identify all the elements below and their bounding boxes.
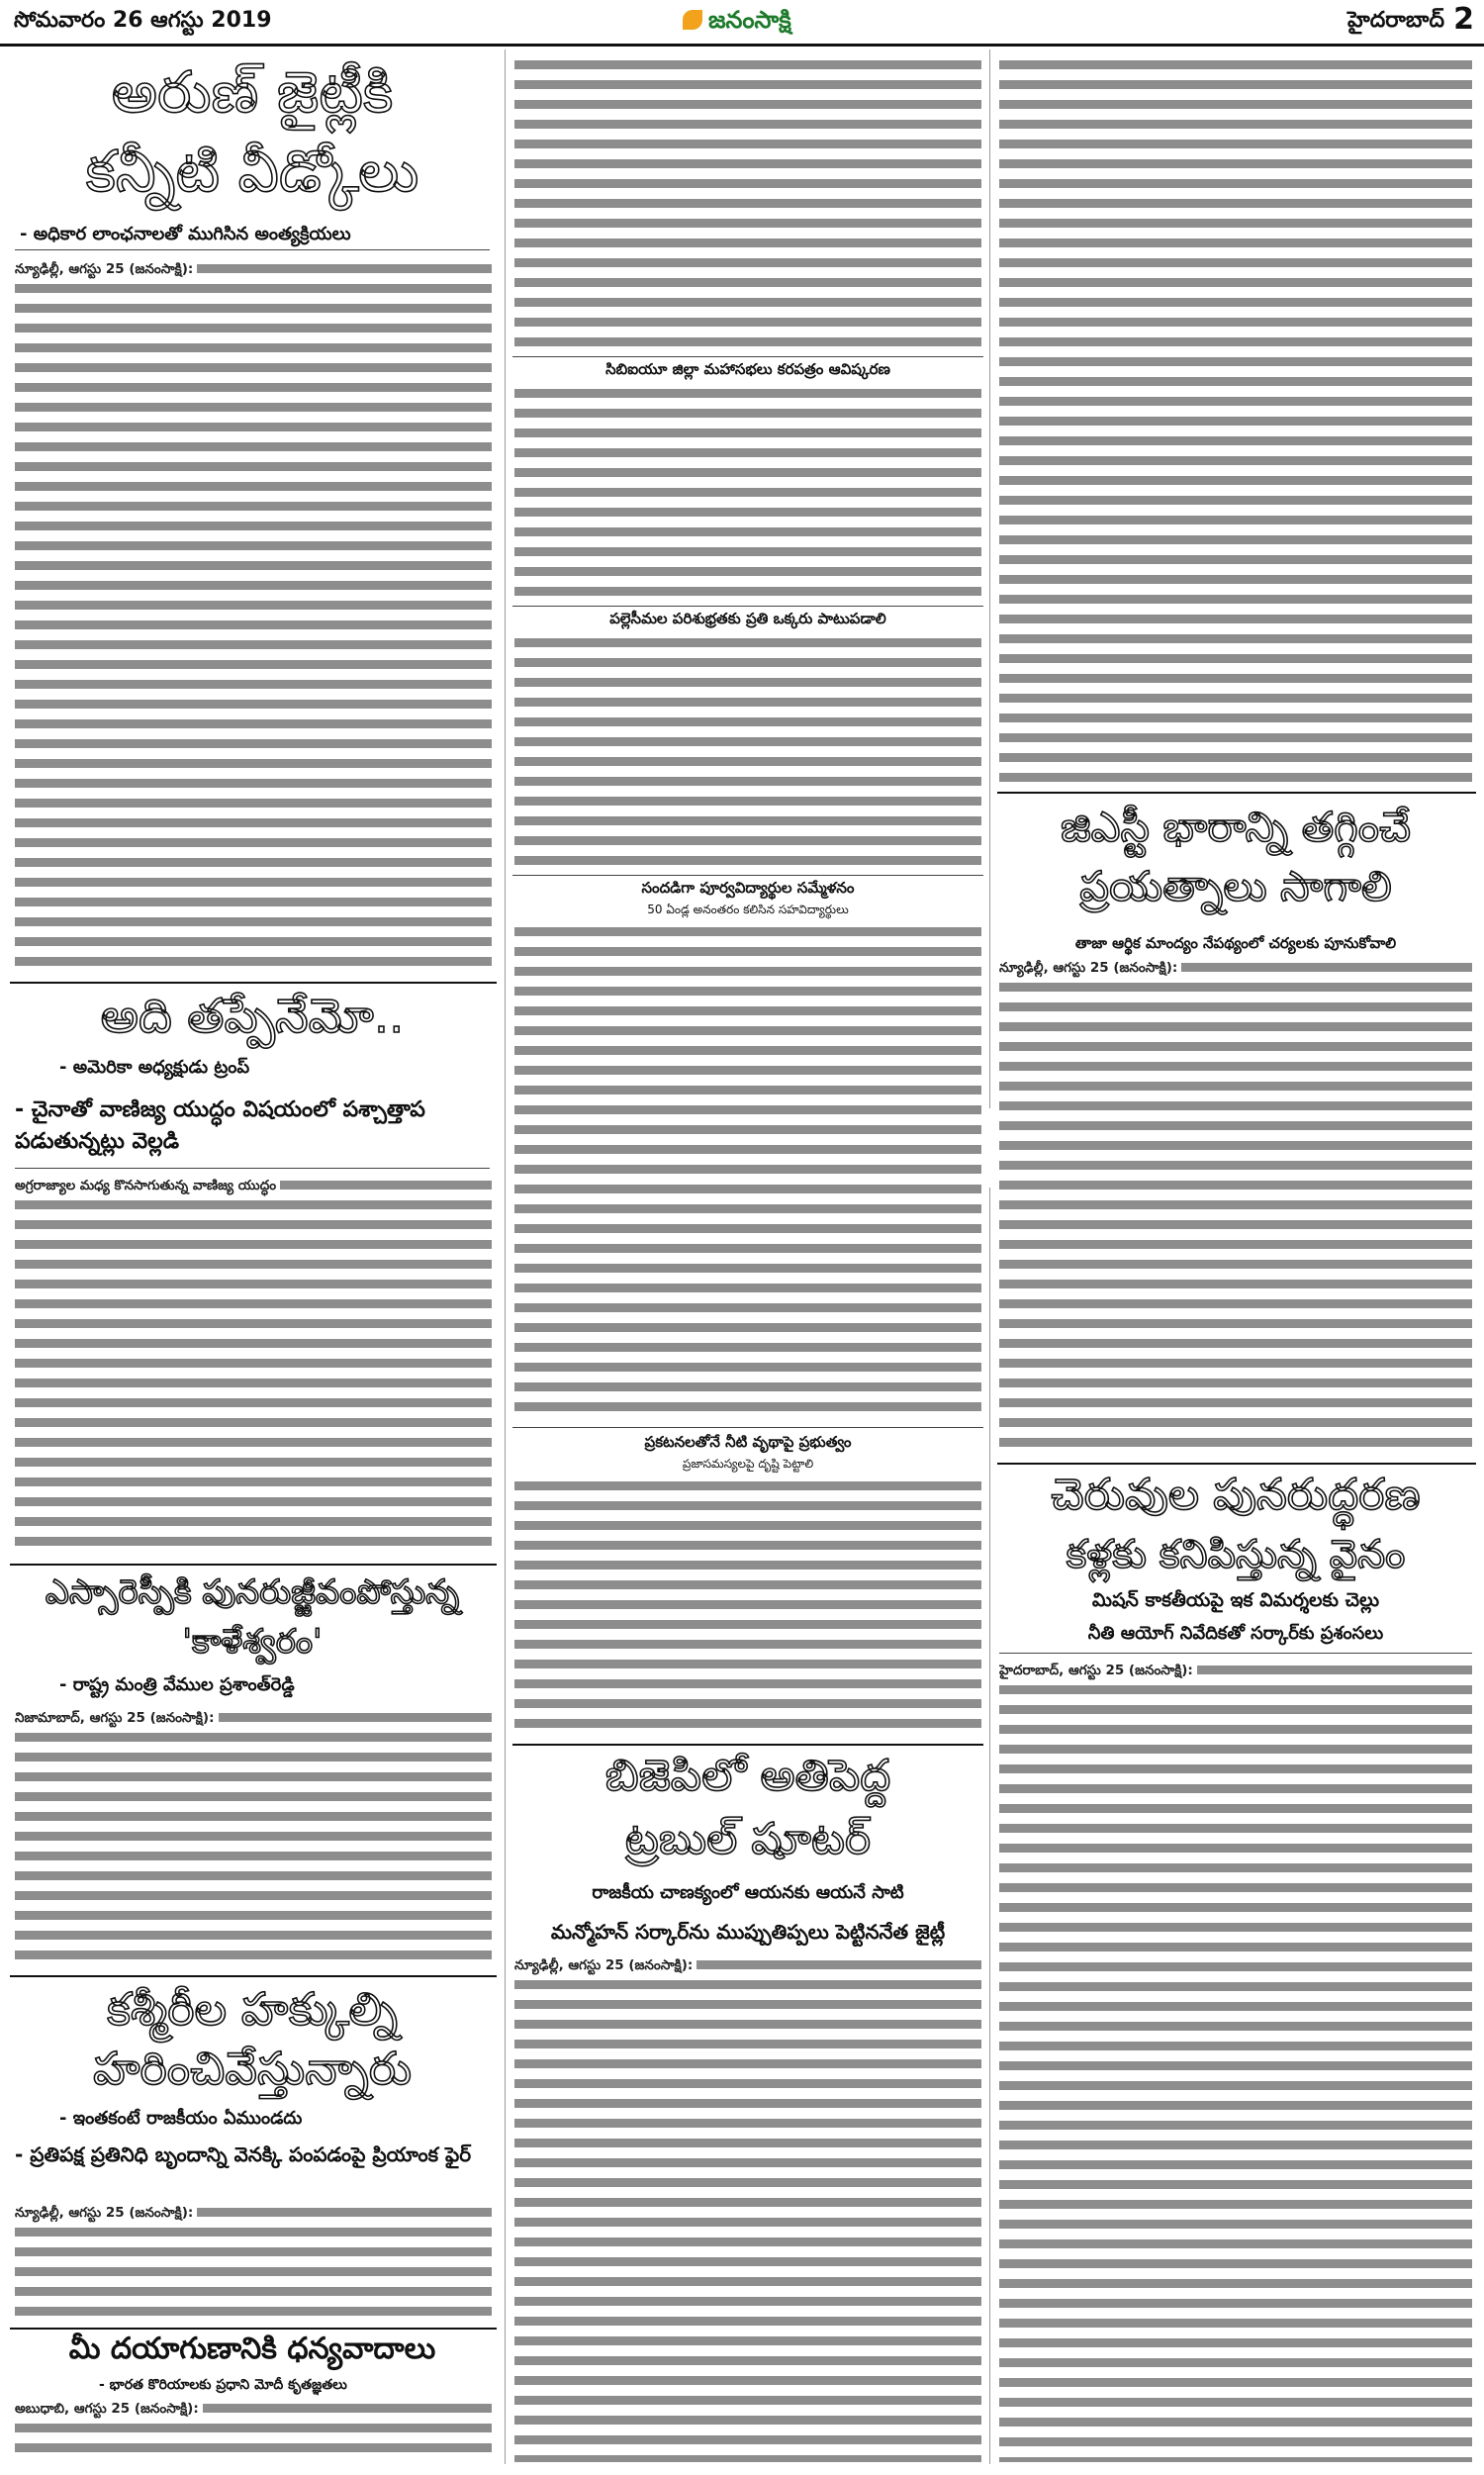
secrecy-subhead: ప్రకటనలతోనే నీటి వృథాపై ప్రభుత్వం <box>644 1433 852 1451</box>
gst-body <box>999 958 1472 1453</box>
masthead <box>0 0 1484 48</box>
arun-headline-2: కన్నీటి వీడ్కోలు <box>85 138 419 205</box>
divider <box>15 249 490 250</box>
kashmir-deck: - ఇంతకంటే రాజకీయం ఏముండదు <box>59 2108 303 2129</box>
trump-sub: - చైనాతో వాణిజ్య యుద్ధం విషయంలో పశ్చాత్తాప పడుతున్నట్లు వెల్లడి <box>15 1097 425 1154</box>
section-rule <box>10 982 497 984</box>
arun-headline-1: అరుణ్ జైట్లీకి <box>111 58 394 126</box>
paper-name: జనంసాక్షి <box>708 6 791 34</box>
column-divider <box>989 49 990 1108</box>
trump-headline: అది తప్పేనేమో.. <box>100 989 405 1044</box>
secrecy-body <box>514 1476 981 1734</box>
ponds-body <box>999 1661 1472 2462</box>
kashmir-body <box>15 2203 492 2322</box>
villages-subhead: పల్లెసీమల పరిశుభ్రతకు ప్రతి ఒక్కరు పాటుపడాలి <box>609 610 886 627</box>
bjp-sub: మన్మోహన్ సర్కార్‌ను ముప్పుతిప్పలు పెట్టిననేత జైట్లీ <box>550 1920 946 1944</box>
cbi-subhead: సిబిఐయూ జిల్లా మహాసభలు కరపత్రం ఆవిష్కరణ <box>605 360 890 378</box>
srsp-deck: - రాష్ట్ర మంత్రి వేముల ప్రశాంత్‌రెడ్డి <box>59 1674 295 1695</box>
trump-lead: అగ్రరాజ్యాల మధ్య కొనసాగుతున్న వాణిజ్య యుద్ధం <box>15 1178 280 1193</box>
section-rule <box>10 1564 497 1566</box>
bjp-headline-1: బిజెపిలో అతిపెద్ద <box>604 1751 891 1801</box>
column-divider <box>505 49 506 2464</box>
gst-deck: తాజా ఆర్థిక మాంద్యం నేపథ్యంలో చర్యలకు పూనుకోవాలి <box>1074 934 1397 952</box>
divider <box>15 1168 490 1169</box>
divider <box>512 606 983 607</box>
section-rule <box>997 1463 1476 1465</box>
villages-body <box>514 633 981 871</box>
masthead-rule <box>0 44 1484 47</box>
alumni-subhead: సందడిగా పూర్వవిద్యార్థుల సమ్మేళనం <box>641 879 855 897</box>
logo-leaf-icon <box>683 10 702 30</box>
thanks-dateline: అబుధాబి, ఆగస్టు 25 (జనంసాక్షి): <box>15 2401 203 2417</box>
jaitley-profile-body <box>999 55 1472 788</box>
page-number: 2 <box>1453 2 1474 37</box>
kashmir-dateline: న్యూఢిల్లీ, ఆగస్టు 25 (జనంసాక్షి): <box>15 2205 197 2221</box>
trump-body <box>15 1176 492 1552</box>
arun-dateline: న్యూఢిల్లీ, ఆగస్టు 25 (జనంసాక్షి): <box>15 261 197 277</box>
trump-deck: - అమెరికా అధ్యక్షుడు ట్రంప్ <box>59 1057 250 1078</box>
bjp-dateline: న్యూఢిల్లీ, ఆగస్టు 25 (జనంసాక్షి): <box>514 1957 696 1973</box>
section-rule <box>10 2328 497 2330</box>
secrecy-deck: ప్రజాసమస్యలపై దృష్టి పెట్టాలి <box>682 1457 814 1471</box>
srsp-body <box>15 1708 492 1965</box>
edition-city: హైదరాబాద్ <box>1347 8 1444 33</box>
arun-body <box>15 259 492 972</box>
arun-deck: - అధికార లాంఛనాలతో ముగిసిన అంత్యక్రియలు <box>20 224 351 244</box>
ponds-headline-1: చెరువుల పునరుద్ధరణ <box>1051 1470 1421 1520</box>
thanks-headline: మీ దయాగుణానికి ధన్యవాదాలు <box>68 2332 436 2366</box>
kashmir-headline-1: కశ్మీరీల హక్కుల్ని <box>107 1982 398 2036</box>
divider <box>512 875 983 876</box>
issue-date: సోమవారం 26 ఆగస్టు 2019 <box>14 8 272 33</box>
cbi-body <box>514 384 981 602</box>
gst-headline-1: జిఎస్టీ భారాన్ని తగ్గించే <box>1060 803 1411 851</box>
alumni-body <box>514 922 981 1417</box>
bjp-headline-2: ట్రబుల్ షూటర్ <box>624 1814 872 1864</box>
thanks-body <box>15 2399 492 2462</box>
ponds-sub: నీతి ఆయోగ్ నివేదికతో సర్కార్‌కు ప్రశంసలు <box>1087 1623 1384 1644</box>
section-rule <box>997 792 1476 794</box>
divider <box>512 1427 983 1428</box>
kashmir-headline-2: హరించివేస్తున్నారు <box>92 2042 413 2095</box>
kashmir-sub: - ప్రతిపక్ష ప్రతినిధి బృందాన్ని వెనక్కి పంపడంపై ప్రియాంక ఫైర్ <box>15 2142 472 2166</box>
gst-headline-2: ప్రయత్నాలు సాగాలి <box>1079 862 1392 910</box>
ponds-headline-2: కళ్లకు కనిపిస్తున్న వైనం <box>1066 1532 1406 1577</box>
srsp-headline-2: 'కాళేశ్వరం' <box>182 1622 323 1662</box>
ponds-deck: మిషన్ కాకతీయపై ఇక విమర్శలకు చెల్లు <box>1091 1589 1380 1611</box>
bjp-body <box>514 1955 981 2462</box>
srsp-headline: ఎస్సారెస్పీకి పునరుజ్జీవంపోస్తున్న <box>45 1572 460 1612</box>
column-divider <box>989 1188 990 2464</box>
section-rule <box>512 1744 983 1746</box>
jaitley-continued-body <box>514 55 981 352</box>
bjp-deck: రాజకీయ చాణక్యంలో ఆయనకు ఆయనే సాటి <box>592 1882 904 1903</box>
section-rule <box>10 1975 497 1977</box>
alumni-deck: 50 ఏండ్ల అనంతరం కలిసిన సహవిద్యార్థులు <box>647 903 849 916</box>
srsp-dateline: నిజామాబాద్, ఆగస్టు 25 (జనంసాక్షి): <box>15 1710 219 1726</box>
thanks-deck: - భారత కొరియాలకు ప్రధాని మోదీ కృతజ్ఞతలు <box>99 2377 347 2393</box>
ponds-dateline: హైదరాబాద్, ఆగస్టు 25 (జనంసాక్షి): <box>999 1663 1197 1678</box>
paper-logo <box>683 6 791 40</box>
divider <box>999 1653 1472 1654</box>
gst-dateline: న్యూఢిల్లీ, ఆగస్టు 25 (జనంసాక్షి): <box>999 960 1181 976</box>
divider <box>512 356 983 357</box>
